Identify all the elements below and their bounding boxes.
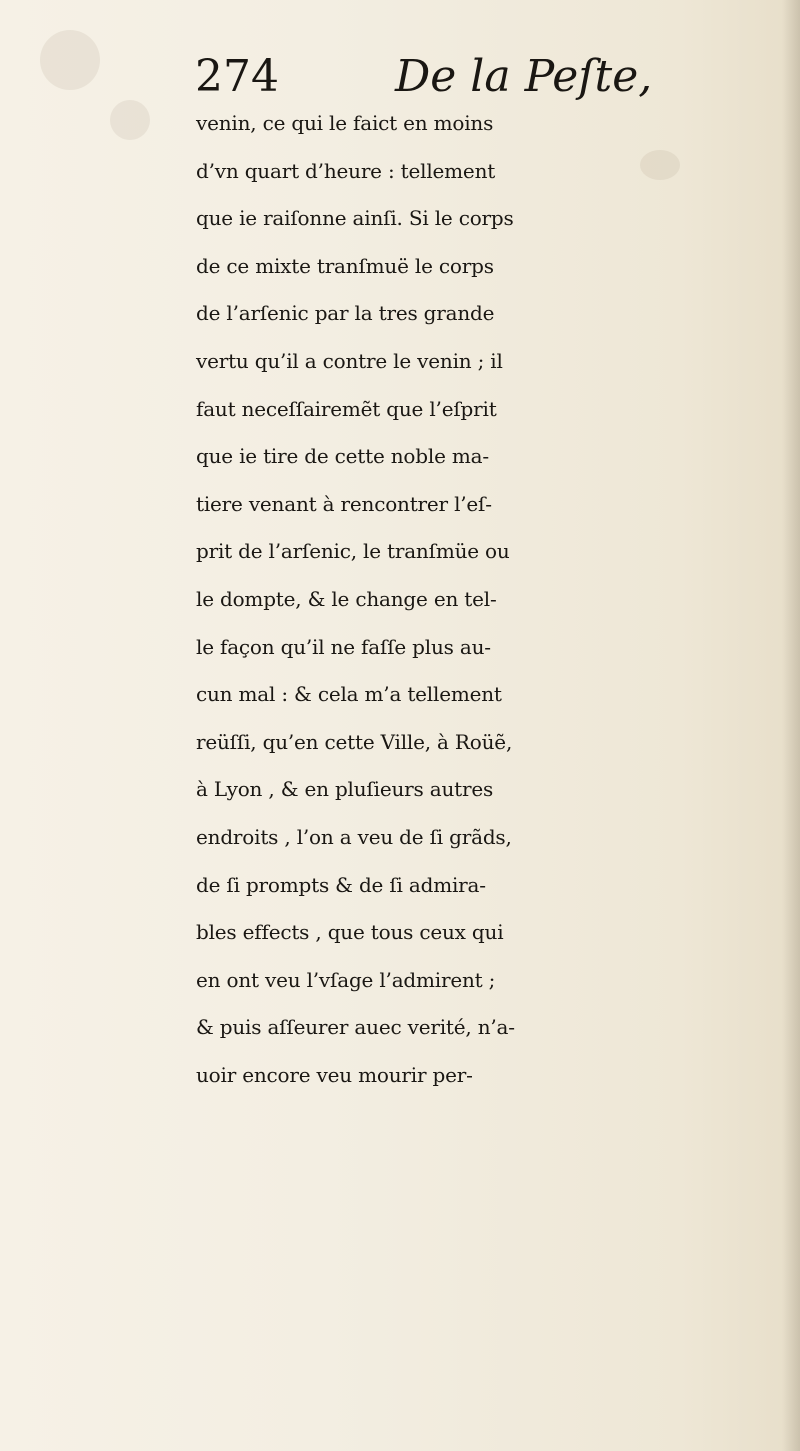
text-line: de ce mixte tranſmuë le corps [196,253,494,278]
text-line: uoir encore veu mourir per- [196,1062,473,1087]
text-line: bles effects , que tous ceux qui [196,920,504,945]
text-line: prit de l’arſenic, le tranſmüe ou [196,539,510,564]
text-line: cun mal : & cela m’a tellement [196,682,502,707]
text-line: à Lyon , & en pluſieurs autres [196,777,494,802]
page-number: 274 [195,51,279,102]
text-line: & puis aſſeurer auec verité, n’a- [196,1015,515,1040]
body-text [196,100,786,1099]
text-line: reüſſi, qu’en cette Ville, à Roüẽ, [196,729,513,754]
running-title: De la Peſte, [395,51,653,102]
text-line: de l’arſenic par la tres grande [196,301,495,326]
text-line: de ſi prompts & de ſi admira- [196,872,486,897]
text-line: le dompte, & le change en tel- [196,586,497,611]
text-line: d’vn quart d’heure : tellement [196,158,496,183]
paper-stain [40,30,100,90]
text-line: le façon qu’il ne faſſe plus au- [196,634,491,659]
text-line: tiere venant à rencontrer l’eſ- [196,491,492,516]
text-line: endroits , l’on a veu de ſi grãds, [196,824,512,849]
running-head [195,52,695,102]
text-line: venin, ce qui le faict en moins [196,111,494,135]
paper-stain [110,100,150,140]
text-line: faut neceſſairemẽt que l’eſprit [196,396,497,421]
text-line: vertu qu’il a contre le venin ; il [196,348,503,373]
text-line: en ont veu l’vſage l’admirent ; [196,967,496,992]
text-line: que ie tire de cette noble ma- [196,444,489,469]
text-line: que ie raiſonne ainſi. Si le corps [196,206,514,231]
